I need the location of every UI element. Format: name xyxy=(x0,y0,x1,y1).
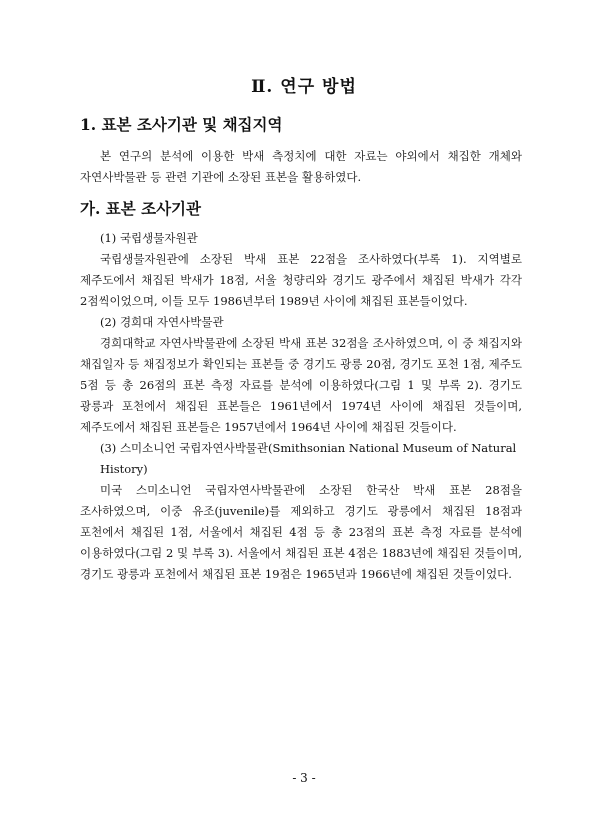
item-smithsonian-museum xyxy=(80,438,522,585)
item-heading: (3) 스미소니언 국립자연사박물관(Smithsonian National Museum of Natural History) xyxy=(100,441,517,476)
chapter-title: Ⅱ. 연구 방법 xyxy=(251,77,357,97)
item-heading: (1) 국립생물자원관 xyxy=(100,231,198,245)
item-kyunghee-museum xyxy=(80,312,522,438)
page-number: - 3 - xyxy=(292,771,316,785)
section-heading: 1. 표본 조사기관 및 채집지역 xyxy=(80,115,283,134)
item-paragraph: 국립생물자원관에 소장된 박새 표본 22점을 조사하였다(부록 1). 지역별로 제주도에서 채집된 박새가 18점, 서울 청량리와 경기도 광주에서 채집된 박새가 각각 2점씩이었으며, 이들 모두 1986년부터 1989년 사이에 채집된 표본들이었다. xyxy=(80,252,522,308)
page-content xyxy=(80,114,522,585)
subsection-heading: 가. 표본 조사기관 xyxy=(80,199,202,218)
item-national-institute xyxy=(80,228,522,312)
section-intro-paragraph: 본 연구의 분석에 이용한 박새 측정치에 대한 자료는 야외에서 채집한 개체와 자연사박물관 등 관련 기관에 소장된 표본을 활용하였다. xyxy=(80,149,522,184)
item-paragraph: 경희대학교 자연사박물관에 소장된 박새 표본 32점을 조사하였으며, 이 중 채집지와 채집일자 등 채집정보가 확인되는 표본들 중 경기도 광릉 20점, 경기도 포천 1점, 제주도 5점 등 총 26점의 표본 측정 자료를 분석에 이용하였다(그림 1 및 부록 2). 경기도 광릉과 포천에서 채집된 표본들은 1961년에서 1974년 사이에 채집된 것들이며, 제주도에서 채집된 표본들은 1957년에서 1964년 사이에 채집된 것들이다. xyxy=(80,336,522,434)
item-paragraph: 미국 스미소니언 국립자연사박물관에 소장된 한국산 박새 표본 28점을 조사하였으며, 이중 유조(juvenile)를 제외하고 경기도 광릉에서 채집된 18점과 포천에서 채집된 1점, 서울에서 채집된 4점 등 총 23점의 표본 측정 자료를 분석에 이용하였다(그림 2 및 부록 3). 서울에서 채집된 표본 4점은 1883년에 채집된 것들이며, 경기도 광릉과 포천에서 채집된 표본 19점은 1965년과 1966년에 채집된 것들이었다. xyxy=(80,483,522,581)
item-heading: (2) 경희대 자연사박물관 xyxy=(100,315,224,329)
